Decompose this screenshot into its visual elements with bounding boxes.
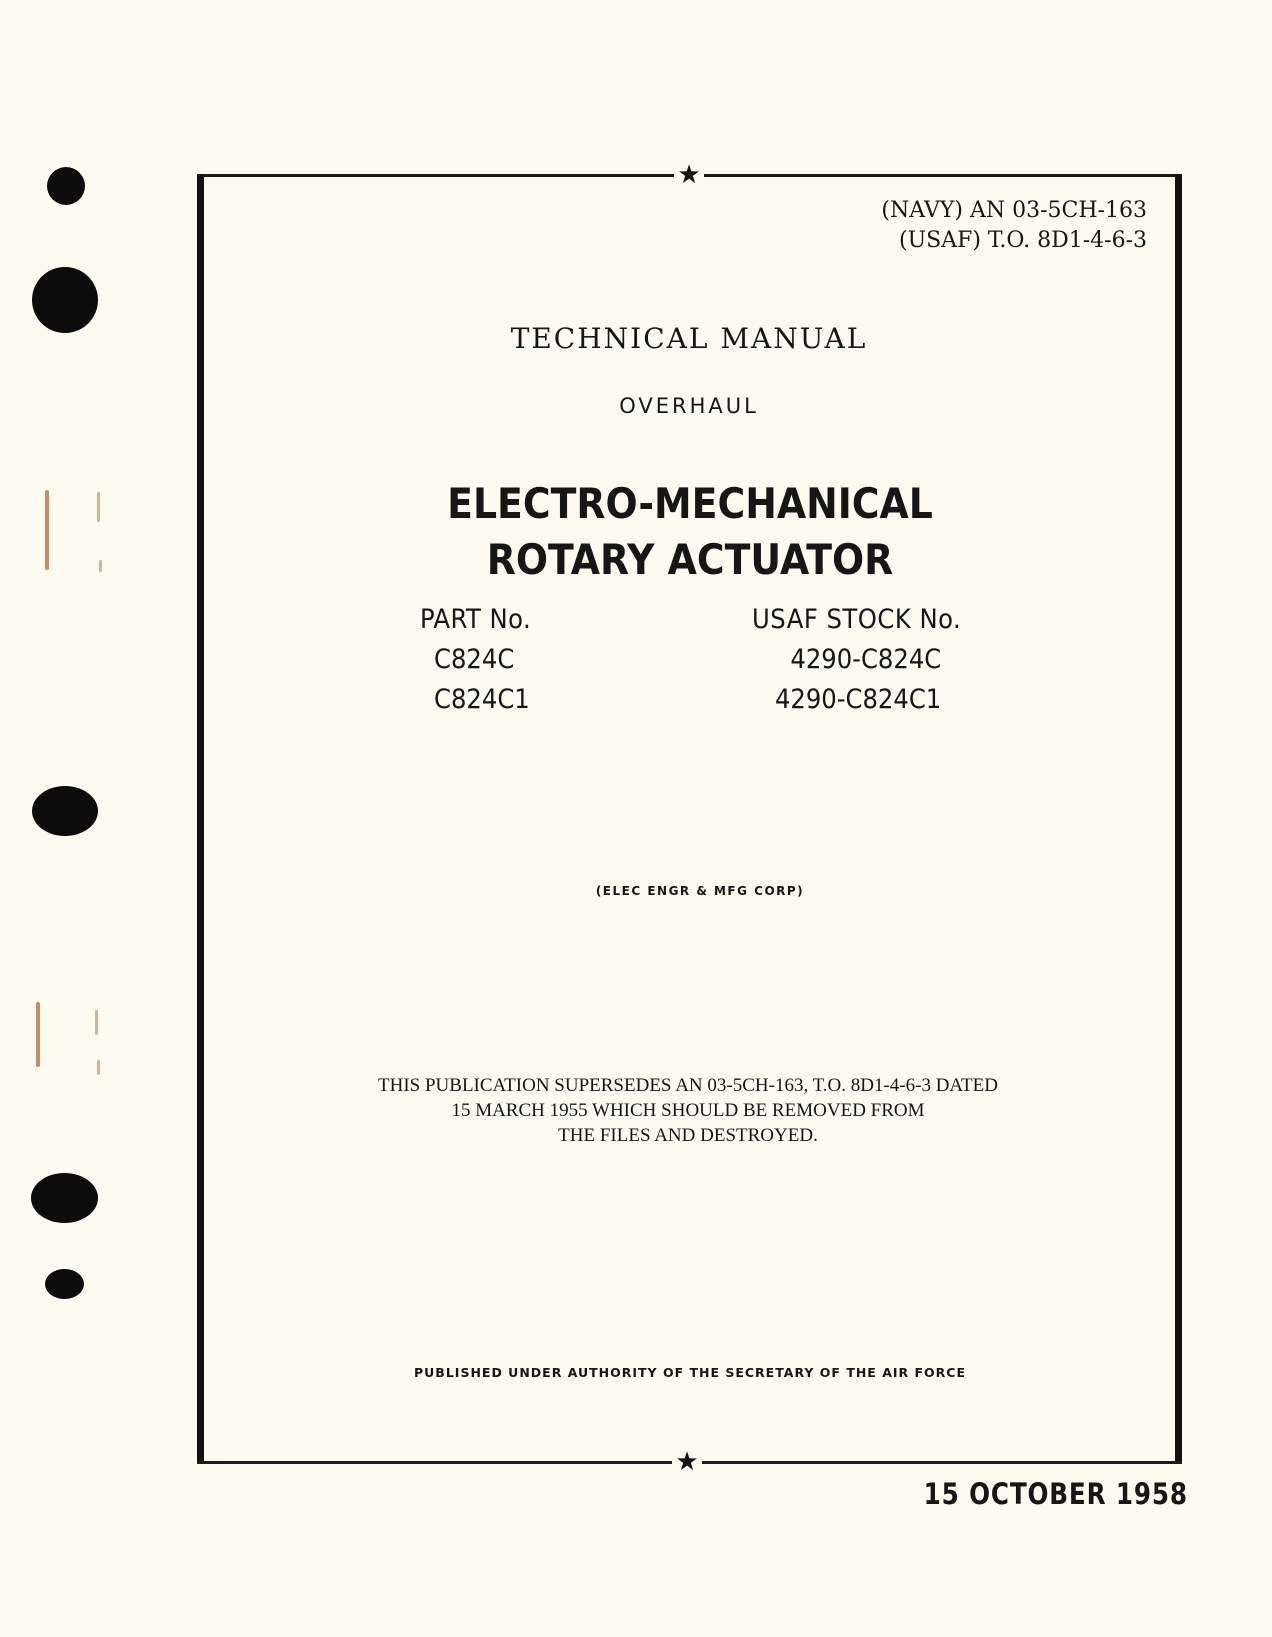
binder-hole bbox=[32, 786, 98, 836]
title-line-1: ELECTRO-MECHANICAL bbox=[447, 479, 933, 528]
supersede-line: THIS PUBLICATION SUPERSEDES AN 03-5CH-163, T.O. 8D1-4-6-3 DATED bbox=[378, 1075, 998, 1096]
navy-publication-number: (NAVY) AN 03-5CH-163 bbox=[881, 198, 1147, 223]
usaf-publication-number: (USAF) T.O. 8D1-4-6-3 bbox=[898, 228, 1147, 253]
binder-hole bbox=[45, 1269, 84, 1299]
part-number: C824C bbox=[434, 644, 515, 675]
star-icon: ★ bbox=[674, 160, 704, 190]
stock-number: 4290-C824C bbox=[790, 644, 942, 675]
title-line-2: ROTARY ACTUATOR bbox=[486, 535, 894, 584]
supersede-notice bbox=[0, 1073, 1272, 1148]
frame-right-border bbox=[1175, 174, 1182, 1464]
binder-hole bbox=[47, 167, 85, 205]
rust-stain bbox=[95, 1010, 98, 1035]
manual-type-heading: TECHNICAL MANUAL bbox=[510, 322, 868, 355]
supersede-line: 15 MARCH 1955 WHICH SHOULD BE REMOVED FROM bbox=[451, 1100, 925, 1121]
publication-date: 15 OCTOBER 1958 bbox=[923, 1477, 1188, 1511]
stock-number: 4290-C824C1 bbox=[774, 684, 942, 715]
stock-number-column bbox=[752, 600, 961, 720]
authority-statement: PUBLISHED UNDER AUTHORITY OF THE SECRETARY OF THE AIR FORCE bbox=[414, 1365, 966, 1380]
binder-hole bbox=[31, 1173, 98, 1223]
supersede-line: THE FILES AND DESTROYED. bbox=[558, 1125, 818, 1146]
part-number-header: PART No. bbox=[420, 604, 532, 635]
rust-stain bbox=[45, 490, 49, 570]
document-title bbox=[69, 476, 1272, 588]
rust-stain bbox=[36, 1002, 40, 1067]
manufacturer: (ELEC ENGR & MFG CORP) bbox=[595, 884, 805, 898]
star-icon: ★ bbox=[672, 1447, 702, 1477]
part-number-column bbox=[420, 600, 531, 720]
manual-subtitle: OVERHAUL bbox=[619, 394, 759, 418]
publication-numbers bbox=[881, 196, 1147, 256]
frame-left-border bbox=[197, 174, 204, 1464]
stock-number-header: USAF STOCK No. bbox=[752, 604, 962, 635]
part-number: C824C1 bbox=[434, 684, 530, 715]
